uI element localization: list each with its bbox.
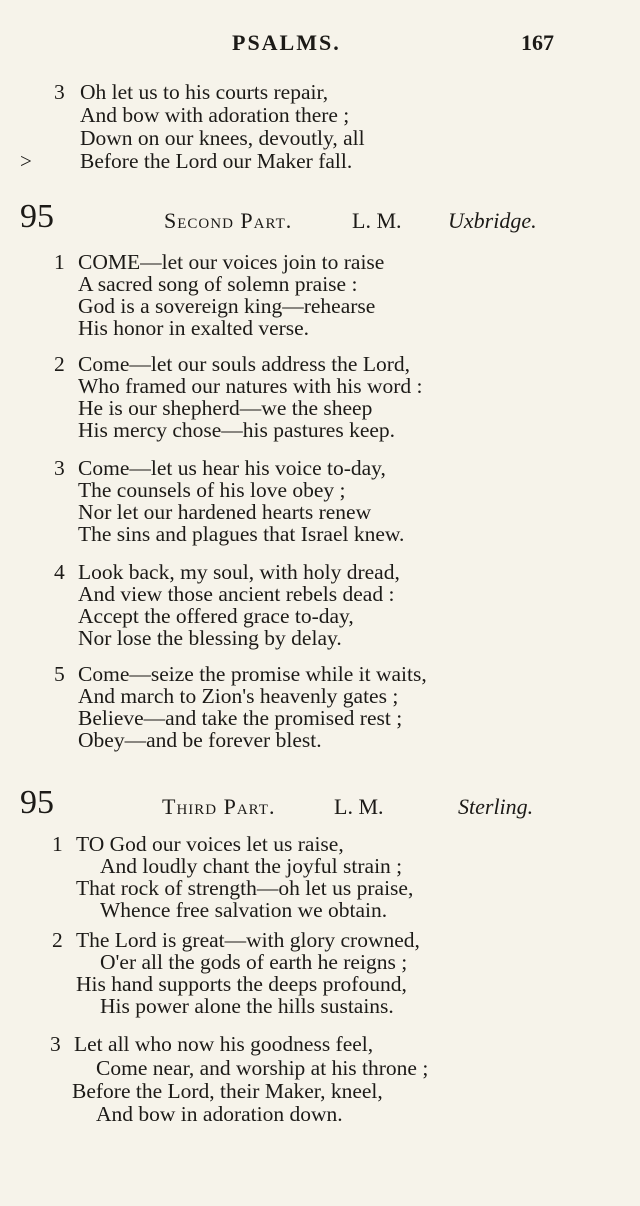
verse-line: He is our shepherd—we the sheep <box>78 396 373 420</box>
verse-line: Nor lose the blessing by delay. <box>78 626 342 650</box>
verse-number: 1 <box>52 832 63 856</box>
verse-line: Come—let us hear his voice to-day, <box>78 456 386 480</box>
verse-line: Obey—and be forever blest. <box>78 728 322 752</box>
verse-line: Nor let our hardened hearts renew <box>78 500 372 524</box>
hymn-heading <box>0 200 640 240</box>
tune-name: Sterling. <box>458 794 534 819</box>
meter-label: L. M. <box>352 208 402 233</box>
verse-line: TO God our voices let us raise, <box>76 832 344 856</box>
verse-line: Let all who now his goodness feel, <box>74 1032 374 1056</box>
meter-label: L. M. <box>334 794 384 819</box>
verse-line: Down on our knees, devoutly, all <box>80 126 365 150</box>
verse-line: Come—let our souls address the Lord, <box>78 352 411 376</box>
verse-line: The counsels of his love obey ; <box>78 478 346 502</box>
verse-line: And bow with adoration there ; <box>80 103 350 127</box>
verse-number: 5 <box>54 662 65 686</box>
verse-line: Accept the offered grace to-day, <box>78 604 354 628</box>
verse-number: 1 <box>54 250 65 274</box>
verse-number: 2 <box>52 928 63 952</box>
verse-line: O'er all the gods of earth he reigns ; <box>100 950 408 974</box>
hymn-number: 95 <box>20 784 54 821</box>
verse-number: 3 <box>54 80 65 104</box>
verse-number: 4 <box>54 560 65 584</box>
verse-line: And bow in adoration down. <box>96 1102 343 1126</box>
verse-line: That rock of strength—oh let us praise, <box>76 876 414 900</box>
verse-line: Come near, and worship at his throne ; <box>96 1056 429 1080</box>
verse-number: 3 <box>54 456 65 480</box>
hymn-heading <box>0 786 640 826</box>
tune-name: Uxbridge. <box>448 208 537 233</box>
verse-line: Come—seize the promise while it waits, <box>78 662 427 686</box>
part-label: Second Part. <box>164 208 293 233</box>
verse-line: And march to Zion's heavenly gates ; <box>78 684 399 708</box>
verse-line: COME—let our voices join to raise <box>78 250 385 274</box>
verse-line: His mercy chose—his pastures keep. <box>78 418 396 442</box>
page-number: 167 <box>521 30 554 55</box>
verse-line: Before the Lord, their Maker, kneel, <box>72 1079 383 1103</box>
verse-line: A sacred song of solemn praise : <box>78 272 358 296</box>
margin-marker: > <box>20 149 32 173</box>
verse-line: Oh let us to his courts repair, <box>80 80 329 104</box>
verse-line: Before the Lord our Maker fall. <box>80 149 353 173</box>
verse-line: The Lord is great—with glory crowned, <box>76 928 420 952</box>
verse-line: Whence free salvation we obtain. <box>100 898 388 922</box>
verse-line: Who framed our natures with his word : <box>78 374 423 398</box>
running-head: PSALMS. <box>232 30 341 55</box>
verse-number: 2 <box>54 352 65 376</box>
verse-line: And view those ancient rebels dead : <box>78 582 395 606</box>
page-header <box>0 30 640 66</box>
hymn-number: 95 <box>20 198 54 235</box>
verse-line: God is a sovereign king—rehearse <box>78 294 376 318</box>
verse-line: His honor in exalted verse. <box>78 316 310 340</box>
verse-line: His power alone the hills sustains. <box>100 994 394 1018</box>
verse-line: And loudly chant the joyful strain ; <box>100 854 403 878</box>
verse-number: 3 <box>50 1032 61 1056</box>
verse-line: Look back, my soul, with holy dread, <box>78 560 400 584</box>
verse-line: The sins and plagues that Israel knew. <box>78 522 405 546</box>
verse-line: His hand supports the deeps profound, <box>76 972 407 996</box>
verse-line: Believe—and take the promised rest ; <box>78 706 403 730</box>
part-label: Third Part. <box>162 794 276 819</box>
